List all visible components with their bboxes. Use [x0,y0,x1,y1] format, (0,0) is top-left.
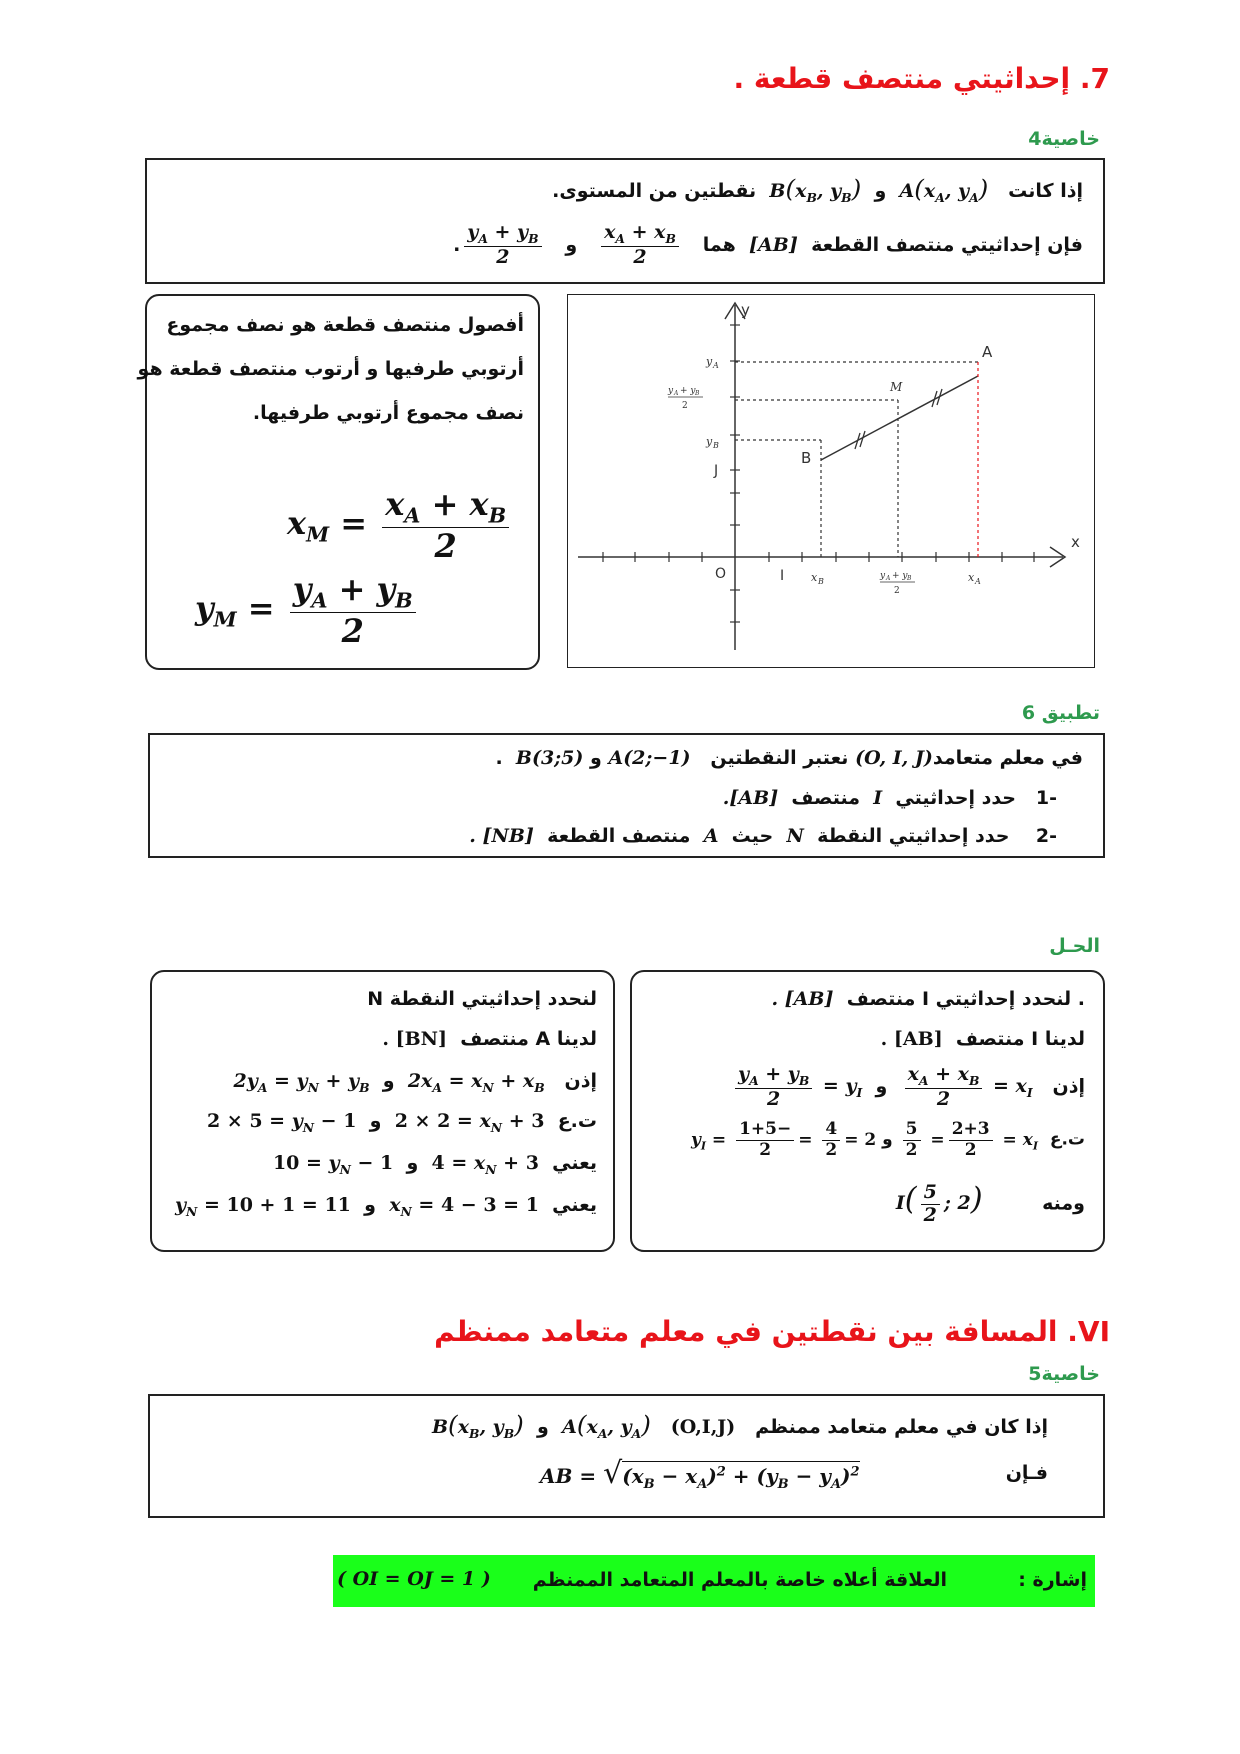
svg-text:y: y [668,386,674,396]
note-label: إشارة : [1018,1569,1087,1591]
svg-text:B: B [907,575,912,582]
sol-left-line-2: لدينا A منتصف [BN] . [382,1028,597,1050]
svg-text:y: y [706,355,713,368]
application-question-2: -2 حدد إحداثيتي النقطة N حيث A منتصف القطعة [NB] . [469,825,1057,847]
svg-text:+ y: + y [892,571,908,581]
property-5-line-1: إذا كان في معلم متعامد ممنظم (O,I,J) $A(x_A$, $y_A$) و $B(x_B$, $y_B$) [431,1410,1048,1441]
formula-xm: $x_M$ = $\frac{x_A + x_B}{2}$ [287,486,513,565]
property-5-box [148,1394,1105,1518]
label-j: J [714,463,719,479]
property-4-label: خاصية4 [1028,128,1100,150]
svg-text:B: B [713,441,719,450]
solution-left-box [150,970,615,1252]
svg-text:2: 2 [894,586,900,596]
svg-text:+ y: + y [680,386,696,396]
svg-text:A: A [975,577,981,586]
sol-right-line-4: ت.ع $x_I$ = $\frac{2+3}{2}$ = $\frac{5}{2}$ و $y_I$ = $\frac{-1+5}{2}$ = $\frac{4}{2}$ = 2 [690,1119,1085,1160]
application-6-label: تطبيق 6 [1021,702,1100,724]
svg-text:A: A [674,390,679,397]
sol-right-line-1: . لنحدد إحداثيتي I منتصف [AB] . [771,988,1085,1010]
sol-right-line-3: إذن $x_I$ = $\frac{x_A + x_B}{2}$ و $y_I$ = $\frac{y_A + y_B}{2}$ [731,1064,1085,1111]
property-5-line-2: فـإن [1005,1462,1048,1484]
svg-text:A: A [886,575,891,582]
label-x: x [1071,533,1080,551]
svg-text:y: y [880,571,886,581]
label-y: y [741,301,750,319]
sol-right-line-2: لدينا I منتصف [AB] . [880,1028,1085,1050]
graph-svg [568,295,1093,666]
sol-left-line-6: يعني $x_N = 4 - 3 = 1$ و $y_N = 10 + 1 = 11$ [175,1194,597,1219]
application-question-1: -1 حدد إحداثيتي I منتصف [AB]. [722,787,1057,809]
svg-text:2: 2 [682,401,688,411]
formula-ym: $y_M$ = $\frac{y_A + y_B}{2}$ [195,571,420,650]
section-7-title: 7. إحداثيتي منتصف قطعة . [733,62,1110,95]
note-bar [333,1555,1095,1607]
explanation-line-1: أفصول منتصف قطعة هو نصف مجموع [166,314,524,336]
explanation-line-2: أرتوبي طرفيها و أرتوب منتصف قطعة هو [137,358,524,380]
label-a: A [982,343,993,361]
sol-left-line-4: ت.ع $2 \times 2 = x_N + 3$ و $2 \times 5 = y_N - 1$ [206,1110,597,1135]
svg-text:x: x [811,571,818,584]
svg-text:B: B [818,577,824,586]
property-4-line-2: فإن إحداثيتي منتصف القطعة [AB] هما $\frac{x_A + x_B}{2}$ و $\frac{y_A + y_B}{2}$ . [453,221,1083,268]
sol-right-line-5: ومنه I( $\frac{5}{2}$ ; 2) [895,1181,1085,1226]
solution-right-box [630,970,1105,1252]
sol-left-line-1: لنحدد إحداثيتي النقطة N [367,988,597,1010]
section-vi-title: VI. المسافة بين نقطتين في معلم متعامد ممنظم [434,1315,1110,1348]
application-line-1: في معلم متعامد(O, I, J) نعتبر النقطتين A(2;−1) و B(3;5) . [495,747,1083,769]
svg-text:A: A [713,361,719,370]
svg-text:x: x [968,571,975,584]
midpoint-graph [567,294,1095,668]
property-5-label: خاصية5 [1028,1363,1100,1385]
property-4-box [145,158,1105,284]
solution-label: الحـل [1049,935,1100,957]
label-o: O [715,566,727,582]
sol-left-line-3: إذن $2x_A = x_N + x_B$ و $2y_A = y_N + y_B$ [233,1070,597,1095]
note-text: العلاقة أعلاه خاصة بالمعلم المتعامد الممنظم [532,1569,947,1591]
explanation-line-3: نصف مجموع أرتوبي طرفيها. [252,402,524,424]
application-6-box [148,733,1105,858]
explanation-box [137,294,540,670]
svg-text:y: y [706,435,713,448]
note-condition: ( OI = OJ = 1 ) [337,1568,491,1590]
label-b: B [801,449,812,467]
distance-formula: AB = $√(x_B - x_A)^2 + (y_B - y_A)^2$ [540,1456,860,1492]
sol-left-line-5: يعني $4 = x_N + 3$ و $10 = y_N - 1$ [272,1152,597,1177]
property-4-line-1: إذا كانت $A(x_A$, $y_A$) و $B(x_B$, $y_B$) نقطتين من المستوى. [552,174,1083,205]
svg-text:B: B [695,390,700,397]
label-i: I [780,568,785,584]
label-m: M [890,380,903,394]
